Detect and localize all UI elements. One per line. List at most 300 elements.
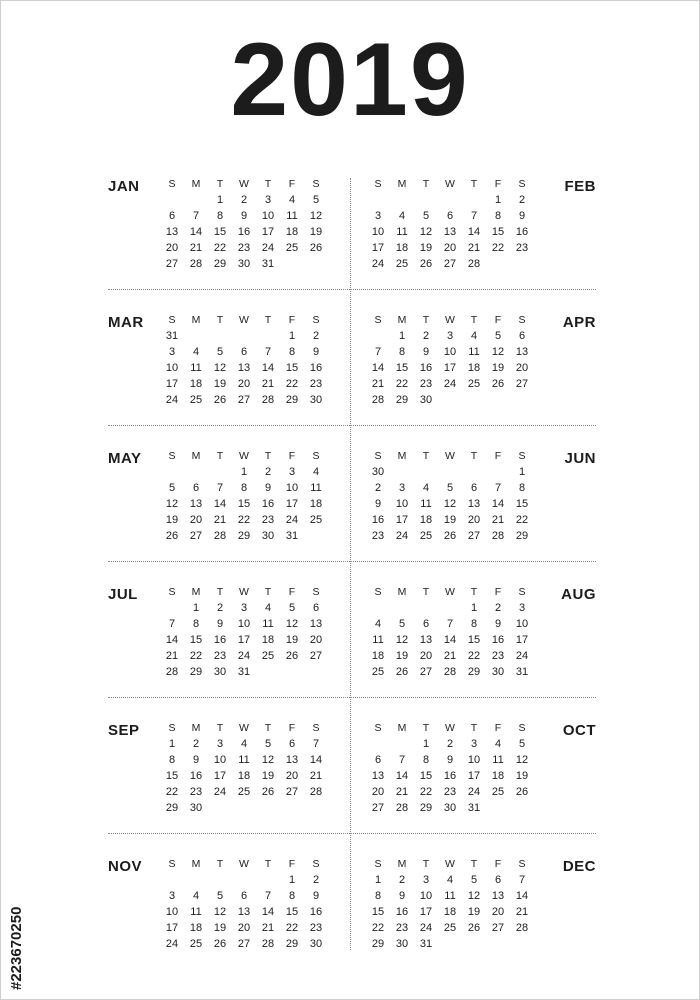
- day-cell: 9: [216, 618, 224, 630]
- day-cell: 13: [189, 498, 203, 510]
- day-cell: 24: [165, 938, 179, 950]
- day-cell: 30: [309, 938, 323, 950]
- month-name: OCT: [562, 722, 596, 739]
- day-cell: 25: [237, 786, 251, 798]
- day-cell: [184, 464, 208, 480]
- month-name: FEB: [564, 178, 596, 195]
- day-cell: 5: [168, 482, 176, 494]
- weekday-header: F: [494, 586, 502, 598]
- month-days-grid: [366, 856, 534, 952]
- day-cell: 5: [446, 482, 454, 494]
- day-cell: 21: [309, 770, 323, 782]
- weekday-header: S: [168, 586, 176, 598]
- weekday-header: W: [239, 178, 249, 190]
- day-cell: [280, 800, 304, 816]
- day-cell: 5: [398, 618, 406, 630]
- day-cell: 2: [494, 602, 502, 614]
- day-cell: 3: [168, 346, 176, 358]
- month-days-grid: [160, 312, 328, 408]
- day-cell: 10: [165, 362, 179, 374]
- day-cell: 26: [261, 786, 275, 798]
- day-cell: 4: [398, 210, 406, 222]
- day-cell: 5: [216, 346, 224, 358]
- day-cell: 4: [494, 738, 502, 750]
- day-cell: 4: [422, 482, 430, 494]
- day-cell: [486, 936, 510, 952]
- day-cell: [366, 600, 390, 616]
- day-cell: 16: [419, 362, 433, 374]
- weekday-header: S: [312, 178, 320, 190]
- day-cell: 4: [374, 618, 382, 630]
- weekday-header: S: [168, 178, 176, 190]
- day-cell: 24: [515, 650, 529, 662]
- weekday-header: T: [470, 586, 478, 598]
- day-cell: 29: [395, 394, 409, 406]
- day-cell: 20: [491, 906, 505, 918]
- day-cell: 7: [518, 874, 526, 886]
- day-cell: 27: [515, 378, 529, 390]
- month-days-grid: [160, 720, 328, 816]
- day-cell: 23: [213, 650, 227, 662]
- day-cell: 6: [494, 874, 502, 886]
- day-cell: 30: [395, 938, 409, 950]
- day-cell: 5: [312, 194, 320, 206]
- day-cell: 18: [189, 378, 203, 390]
- day-cell: 25: [371, 666, 385, 678]
- weekday-header: M: [397, 858, 407, 870]
- weekday-header: W: [445, 586, 455, 598]
- day-cell: 7: [192, 210, 200, 222]
- day-cell: 8: [288, 346, 296, 358]
- day-cell: 8: [518, 482, 526, 494]
- day-cell: 8: [398, 346, 406, 358]
- day-cell: 7: [494, 482, 502, 494]
- day-cell: 5: [288, 602, 296, 614]
- day-cell: 25: [467, 378, 481, 390]
- day-cell: 3: [216, 738, 224, 750]
- weekday-header: M: [191, 722, 201, 734]
- day-cell: 13: [237, 362, 251, 374]
- day-cell: 12: [443, 498, 457, 510]
- day-cell: 7: [446, 618, 454, 630]
- day-cell: 17: [237, 634, 251, 646]
- day-cell: 1: [288, 330, 296, 342]
- weekday-header: S: [374, 722, 382, 734]
- day-cell: 1: [470, 602, 478, 614]
- day-cell: 29: [467, 666, 481, 678]
- day-cell: 18: [261, 634, 275, 646]
- day-cell: 10: [237, 618, 251, 630]
- day-cell: 8: [216, 210, 224, 222]
- day-cell: 19: [285, 634, 299, 646]
- day-cell: 15: [285, 362, 299, 374]
- day-cell: 13: [491, 890, 505, 902]
- day-cell: 1: [192, 602, 200, 614]
- day-cell: 3: [518, 602, 526, 614]
- day-cell: 26: [419, 258, 433, 270]
- weekday-header: T: [422, 858, 430, 870]
- weekday-header: W: [239, 858, 249, 870]
- day-cell: 28: [261, 938, 275, 950]
- day-cell: 9: [192, 754, 200, 766]
- day-cell: 8: [168, 754, 176, 766]
- day-cell: 11: [262, 618, 274, 630]
- day-cell: 26: [395, 666, 409, 678]
- day-cell: 31: [261, 258, 275, 270]
- day-cell: 12: [285, 618, 299, 630]
- day-cell: 30: [261, 530, 275, 542]
- day-cell: 14: [443, 634, 457, 646]
- day-cell: 20: [189, 514, 203, 526]
- day-cell: 19: [443, 514, 457, 526]
- day-cell: 27: [419, 666, 433, 678]
- day-cell: 14: [371, 362, 385, 374]
- day-cell: 1: [518, 466, 526, 478]
- month-mar: [108, 314, 358, 424]
- day-cell: [160, 464, 184, 480]
- day-cell: 6: [422, 618, 430, 630]
- day-cell: 22: [491, 242, 505, 254]
- day-cell: 24: [237, 650, 251, 662]
- day-cell: 12: [309, 210, 323, 222]
- day-cell: 7: [312, 738, 320, 750]
- weekday-header: S: [518, 314, 526, 326]
- weekday-header: S: [518, 858, 526, 870]
- day-cell: 5: [470, 874, 478, 886]
- day-cell: 3: [264, 194, 272, 206]
- day-cell: [390, 600, 414, 616]
- day-cell: 2: [422, 330, 430, 342]
- day-cell: 8: [288, 890, 296, 902]
- day-cell: 28: [467, 258, 481, 270]
- day-cell: [414, 600, 438, 616]
- day-cell: 9: [312, 346, 320, 358]
- day-cell: 22: [285, 378, 299, 390]
- day-cell: 9: [398, 890, 406, 902]
- day-cell: 6: [374, 754, 382, 766]
- day-cell: 9: [494, 618, 502, 630]
- weekday-header: S: [374, 178, 382, 190]
- day-cell: 4: [312, 466, 320, 478]
- day-cell: [390, 464, 414, 480]
- day-cell: 25: [309, 514, 323, 526]
- day-cell: 5: [518, 738, 526, 750]
- weekday-header: F: [288, 586, 296, 598]
- day-cell: 4: [288, 194, 296, 206]
- day-cell: 27: [237, 938, 251, 950]
- day-cell: [462, 392, 486, 408]
- day-cell: 26: [443, 530, 457, 542]
- day-cell: 28: [261, 394, 275, 406]
- day-cell: 2: [446, 738, 454, 750]
- day-cell: 24: [467, 786, 481, 798]
- day-cell: 22: [467, 650, 481, 662]
- month-days-grid: [366, 176, 534, 272]
- day-cell: 16: [395, 906, 409, 918]
- day-cell: 29: [515, 530, 529, 542]
- day-cell: 18: [491, 770, 505, 782]
- day-cell: 21: [491, 514, 505, 526]
- day-cell: 12: [261, 754, 275, 766]
- day-cell: 18: [237, 770, 251, 782]
- day-cell: 1: [422, 738, 430, 750]
- month-days-grid: [366, 448, 534, 544]
- day-cell: 22: [165, 786, 179, 798]
- day-cell: 15: [419, 770, 433, 782]
- day-cell: 10: [285, 482, 299, 494]
- weekday-header: S: [168, 722, 176, 734]
- day-cell: 12: [467, 890, 481, 902]
- day-cell: [256, 872, 280, 888]
- weekday-header: S: [312, 722, 320, 734]
- day-cell: 11: [286, 210, 298, 222]
- weekday-header: S: [312, 450, 320, 462]
- day-cell: 9: [312, 890, 320, 902]
- day-cell: 31: [165, 330, 179, 342]
- weekday-header: T: [264, 314, 272, 326]
- day-cell: 9: [446, 754, 454, 766]
- day-cell: 6: [518, 330, 526, 342]
- day-cell: 15: [165, 770, 179, 782]
- month-jun: [346, 450, 596, 560]
- day-cell: 21: [443, 650, 457, 662]
- day-cell: 22: [371, 922, 385, 934]
- day-cell: 31: [285, 530, 299, 542]
- day-cell: 16: [515, 226, 529, 238]
- day-cell: 1: [494, 194, 502, 206]
- day-cell: 8: [374, 890, 382, 902]
- day-cell: 15: [395, 362, 409, 374]
- day-cell: 20: [237, 922, 251, 934]
- day-cell: 1: [216, 194, 224, 206]
- day-cell: 26: [491, 378, 505, 390]
- day-cell: [366, 736, 390, 752]
- day-cell: [510, 256, 534, 272]
- day-cell: [438, 600, 462, 616]
- day-cell: 1: [240, 466, 248, 478]
- day-cell: 23: [395, 922, 409, 934]
- day-cell: [462, 936, 486, 952]
- day-cell: 26: [309, 242, 323, 254]
- day-cell: 21: [395, 786, 409, 798]
- weekday-header: F: [288, 178, 296, 190]
- month-dec: [346, 858, 596, 968]
- day-cell: 20: [419, 650, 433, 662]
- day-cell: 4: [446, 874, 454, 886]
- day-cell: 5: [216, 890, 224, 902]
- day-cell: 17: [419, 906, 433, 918]
- weekday-header: T: [216, 178, 224, 190]
- day-cell: [232, 800, 256, 816]
- day-cell: [462, 464, 486, 480]
- weekday-header: T: [264, 858, 272, 870]
- month-jan: [108, 178, 358, 288]
- weekday-header: T: [422, 586, 430, 598]
- day-cell: 4: [192, 346, 200, 358]
- day-cell: [208, 464, 232, 480]
- weekday-header: M: [397, 314, 407, 326]
- day-cell: 18: [443, 906, 457, 918]
- weekday-header: M: [397, 586, 407, 598]
- day-cell: 6: [288, 738, 296, 750]
- weekday-header: M: [191, 314, 201, 326]
- day-cell: 28: [165, 666, 179, 678]
- day-cell: 17: [515, 634, 529, 646]
- weekday-header: T: [422, 314, 430, 326]
- day-cell: 18: [285, 226, 299, 238]
- month-name: MAY: [108, 450, 142, 467]
- day-cell: 8: [494, 210, 502, 222]
- day-cell: 16: [213, 634, 227, 646]
- month-feb: [346, 178, 596, 288]
- day-cell: [510, 936, 534, 952]
- day-cell: 4: [264, 602, 272, 614]
- weekday-header: W: [239, 586, 249, 598]
- day-cell: 23: [189, 786, 203, 798]
- day-cell: 16: [309, 906, 323, 918]
- day-cell: 22: [515, 514, 529, 526]
- day-cell: 24: [285, 514, 299, 526]
- day-cell: 8: [240, 482, 248, 494]
- day-cell: 12: [165, 498, 179, 510]
- day-cell: 11: [396, 226, 408, 238]
- weekday-header: F: [288, 314, 296, 326]
- day-cell: [232, 328, 256, 344]
- day-cell: [208, 328, 232, 344]
- weekday-header: T: [264, 586, 272, 598]
- day-cell: 30: [419, 394, 433, 406]
- day-cell: 14: [189, 226, 203, 238]
- day-cell: 14: [395, 770, 409, 782]
- weekday-header: S: [374, 314, 382, 326]
- day-cell: 27: [443, 258, 457, 270]
- day-cell: 13: [371, 770, 385, 782]
- day-cell: 16: [443, 770, 457, 782]
- weekday-header: F: [494, 450, 502, 462]
- weekday-header: W: [445, 858, 455, 870]
- day-cell: 14: [261, 906, 275, 918]
- day-cell: 16: [309, 362, 323, 374]
- day-cell: 19: [515, 770, 529, 782]
- day-cell: 1: [168, 738, 176, 750]
- weekday-header: T: [216, 722, 224, 734]
- day-cell: 25: [395, 258, 409, 270]
- day-cell: 7: [264, 346, 272, 358]
- day-cell: 23: [515, 242, 529, 254]
- month-nov: [108, 858, 358, 968]
- day-cell: 14: [309, 754, 323, 766]
- day-cell: 2: [312, 874, 320, 886]
- weekday-header: S: [168, 858, 176, 870]
- weekday-header: W: [239, 722, 249, 734]
- day-cell: 10: [213, 754, 227, 766]
- day-cell: 20: [443, 242, 457, 254]
- day-cell: 30: [189, 802, 203, 814]
- month-name: JAN: [108, 178, 140, 195]
- day-cell: [390, 192, 414, 208]
- weekday-header: F: [288, 450, 296, 462]
- month-name: JUN: [564, 450, 596, 467]
- day-cell: 24: [395, 530, 409, 542]
- weekday-header: S: [312, 858, 320, 870]
- row-divider: [108, 833, 596, 834]
- weekday-header: T: [470, 178, 478, 190]
- weekday-header: S: [518, 178, 526, 190]
- day-cell: 25: [443, 922, 457, 934]
- day-cell: [486, 464, 510, 480]
- day-cell: 29: [189, 666, 203, 678]
- day-cell: 24: [261, 242, 275, 254]
- day-cell: 11: [420, 498, 432, 510]
- month-name: NOV: [108, 858, 143, 875]
- month-aug: [346, 586, 596, 696]
- weekday-header: T: [470, 858, 478, 870]
- day-cell: 6: [240, 346, 248, 358]
- month-name: DEC: [562, 858, 596, 875]
- day-cell: 12: [213, 906, 227, 918]
- day-cell: 7: [168, 618, 176, 630]
- month-name: SEP: [108, 722, 140, 739]
- day-cell: [486, 800, 510, 816]
- day-cell: 22: [395, 378, 409, 390]
- day-cell: [160, 872, 184, 888]
- weekday-header: T: [422, 450, 430, 462]
- month-days-grid: [366, 312, 534, 408]
- weekday-header: S: [312, 314, 320, 326]
- day-cell: 8: [422, 754, 430, 766]
- day-cell: [184, 192, 208, 208]
- day-cell: 20: [371, 786, 385, 798]
- day-cell: 2: [374, 482, 382, 494]
- row-divider: [108, 561, 596, 562]
- day-cell: [304, 800, 328, 816]
- day-cell: 18: [419, 514, 433, 526]
- weekday-header: S: [168, 450, 176, 462]
- day-cell: 15: [491, 226, 505, 238]
- day-cell: 7: [374, 346, 382, 358]
- day-cell: 21: [213, 514, 227, 526]
- day-cell: [414, 464, 438, 480]
- day-cell: 15: [285, 906, 299, 918]
- month-may: [108, 450, 358, 560]
- day-cell: 9: [518, 210, 526, 222]
- day-cell: 18: [189, 922, 203, 934]
- day-cell: 29: [419, 802, 433, 814]
- weekday-header: M: [191, 450, 201, 462]
- day-cell: 17: [395, 514, 409, 526]
- month-days-grid: [366, 720, 534, 816]
- day-cell: [304, 664, 328, 680]
- day-cell: 21: [371, 378, 385, 390]
- month-days-grid: [160, 448, 328, 544]
- day-cell: 10: [261, 210, 275, 222]
- day-cell: 16: [491, 634, 505, 646]
- year-title: 2019: [230, 22, 470, 138]
- day-cell: 22: [189, 650, 203, 662]
- day-cell: 15: [189, 634, 203, 646]
- day-cell: 29: [213, 258, 227, 270]
- day-cell: 4: [192, 890, 200, 902]
- day-cell: 28: [491, 530, 505, 542]
- day-cell: 13: [443, 226, 457, 238]
- day-cell: 16: [261, 498, 275, 510]
- day-cell: 26: [467, 922, 481, 934]
- weekday-header: F: [494, 858, 502, 870]
- day-cell: 3: [240, 602, 248, 614]
- day-cell: 14: [213, 498, 227, 510]
- day-cell: 29: [285, 394, 299, 406]
- day-cell: 13: [237, 906, 251, 918]
